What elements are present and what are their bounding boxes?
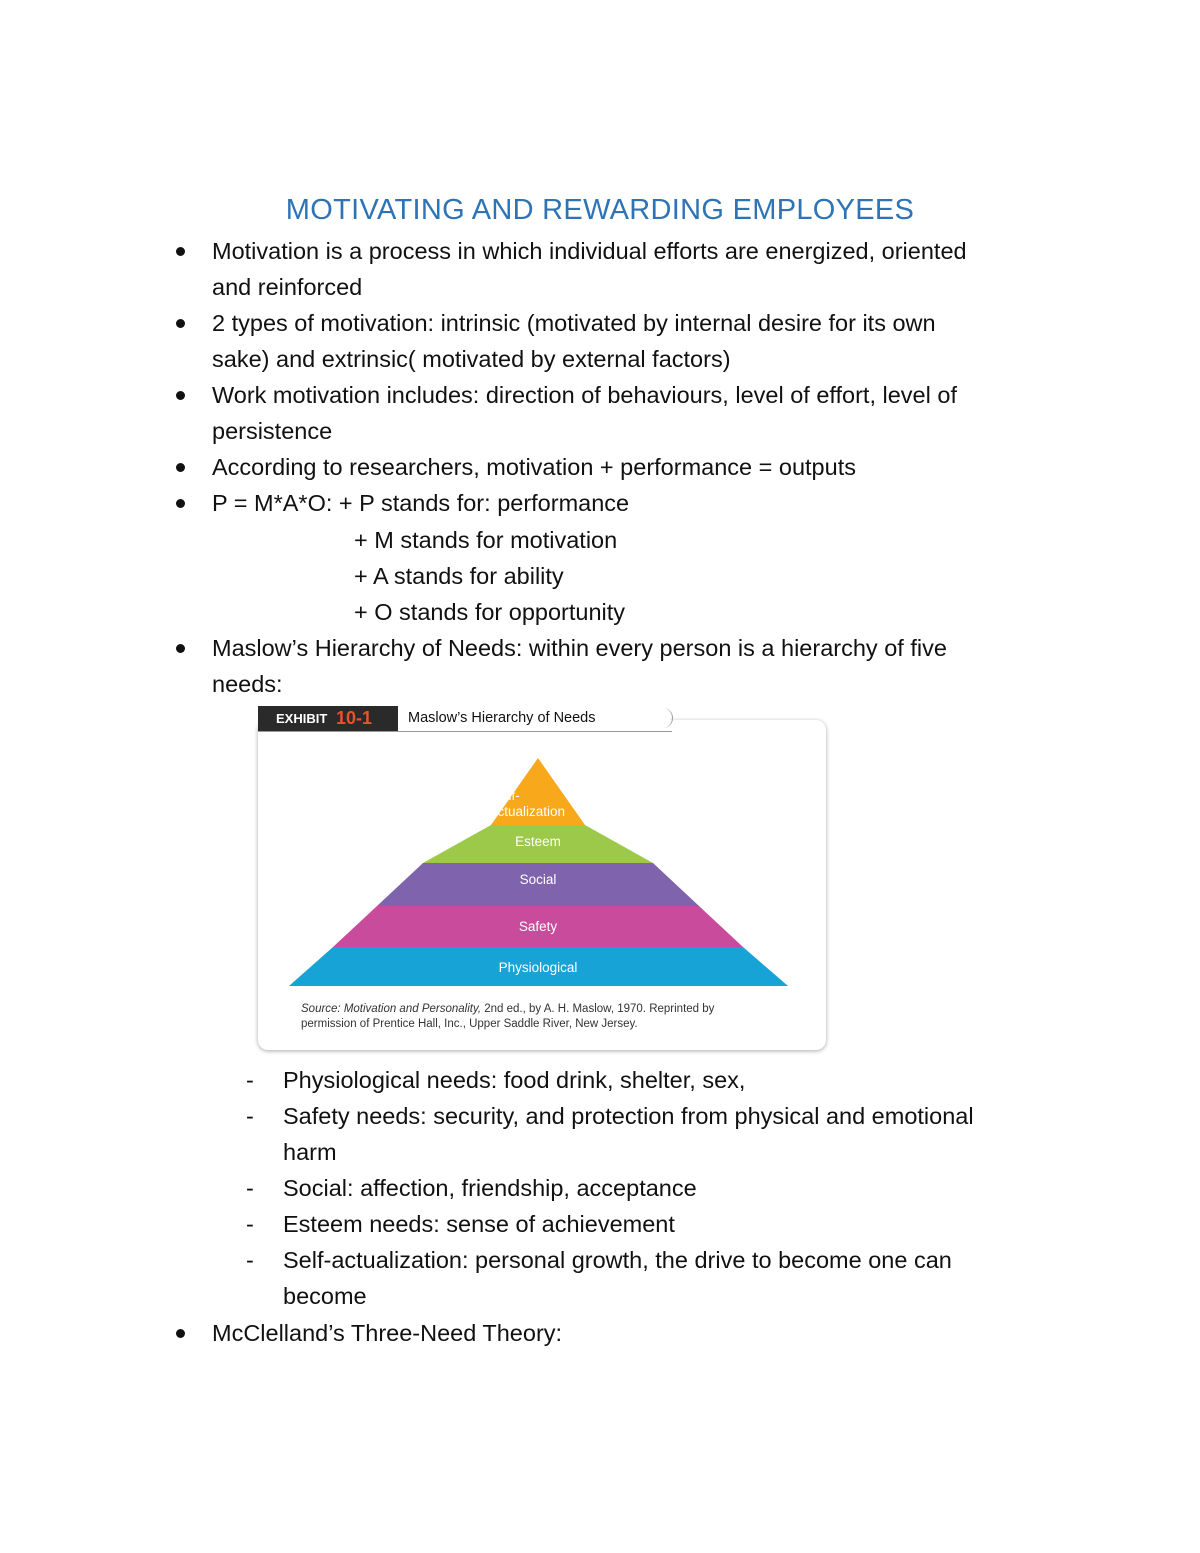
bullet-text-line: 2 types of motivation: intrinsic (motivated by internal desire for its own — [212, 310, 936, 336]
dash-marker: - — [246, 1175, 254, 1201]
bullet-text-line: Motivation is a process in which individual efforts are energized, oriented — [212, 238, 967, 264]
pyramid-label: Physiological — [498, 960, 578, 975]
bullet-icon — [176, 463, 185, 472]
bullet-text-line: Maslow’s Hierarchy of Needs: within every person is a hierarchy of five — [212, 635, 947, 661]
maslow-exhibit-figure — [258, 706, 828, 1051]
need-text-line: Physiological needs: food drink, shelter, sex, — [283, 1067, 746, 1093]
need-text-line: Self-actualization: personal growth, the drive to become one can — [283, 1247, 952, 1273]
exhibit-label-word: EXHIBIT — [276, 711, 328, 726]
bullet-text-line: persistence — [212, 418, 333, 444]
source-details: 2nd ed., by A. H. Maslow, 1970. Reprinted by — [481, 1003, 715, 1015]
pmao-sub-item: + A stands for ability — [354, 563, 564, 589]
bullet-text-line: P = M*A*O: + P stands for: performance — [212, 490, 630, 516]
exhibit-number: 10-1 — [336, 708, 373, 728]
pyramid-label: actualization — [490, 804, 566, 819]
pmao-sub-item: + M stands for motivation — [354, 527, 618, 553]
dash-marker: - — [246, 1067, 254, 1093]
dash-marker: - — [246, 1211, 254, 1237]
dash-marker: - — [246, 1103, 254, 1129]
need-text-line: Safety needs: security, and protection from physical and emotional — [283, 1103, 974, 1129]
bullet-icon — [176, 1329, 185, 1338]
bullet-icon — [176, 247, 185, 256]
bullet-text-line: Work motivation includes: direction of behaviours, level of effort, level of — [212, 382, 957, 408]
need-text-line: become — [283, 1283, 367, 1309]
maslow-pyramid — [258, 706, 828, 1006]
source-prefix: Source: — [301, 1003, 344, 1015]
bullet-icon — [176, 499, 185, 508]
bullet-text-line: sake) and extrinsic( motivated by external factors) — [212, 346, 731, 372]
bullet-icon — [176, 644, 185, 653]
bullet-icon — [176, 391, 185, 400]
need-text-line: Social: affection, friendship, acceptance — [283, 1175, 697, 1201]
bullet-text-line: needs: — [212, 671, 283, 697]
source-book-title: Motivation and Personality, — [343, 1003, 482, 1015]
need-text-line: harm — [283, 1139, 337, 1165]
pyramid-label: Esteem — [515, 834, 561, 849]
dash-marker: - — [246, 1247, 254, 1273]
bullet-text-line: McClelland’s Three-Need Theory: — [212, 1320, 563, 1346]
pyramid-label: Self- — [492, 788, 520, 803]
pmao-sub-item: + O stands for opportunity — [354, 599, 626, 625]
bullet-icon — [176, 319, 185, 328]
bullet-text-line: According to researchers, motivation + performance = outputs — [212, 454, 856, 480]
bullet-text-line: and reinforced — [212, 274, 363, 300]
exhibit-source-note — [301, 1002, 801, 1032]
source-line-2: permission of Prentice Hall, Inc., Upper Saddle River, New Jersey. — [301, 1018, 638, 1030]
exhibit-title: Maslow’s Hierarchy of Needs — [398, 706, 670, 731]
pyramid-label: Social — [519, 872, 557, 887]
pyramid-label: Safety — [518, 919, 558, 934]
page-title: MOTIVATING AND REWARDING EMPLOYEES — [285, 194, 915, 226]
need-text-line: Esteem needs: sense of achievement — [283, 1211, 675, 1237]
